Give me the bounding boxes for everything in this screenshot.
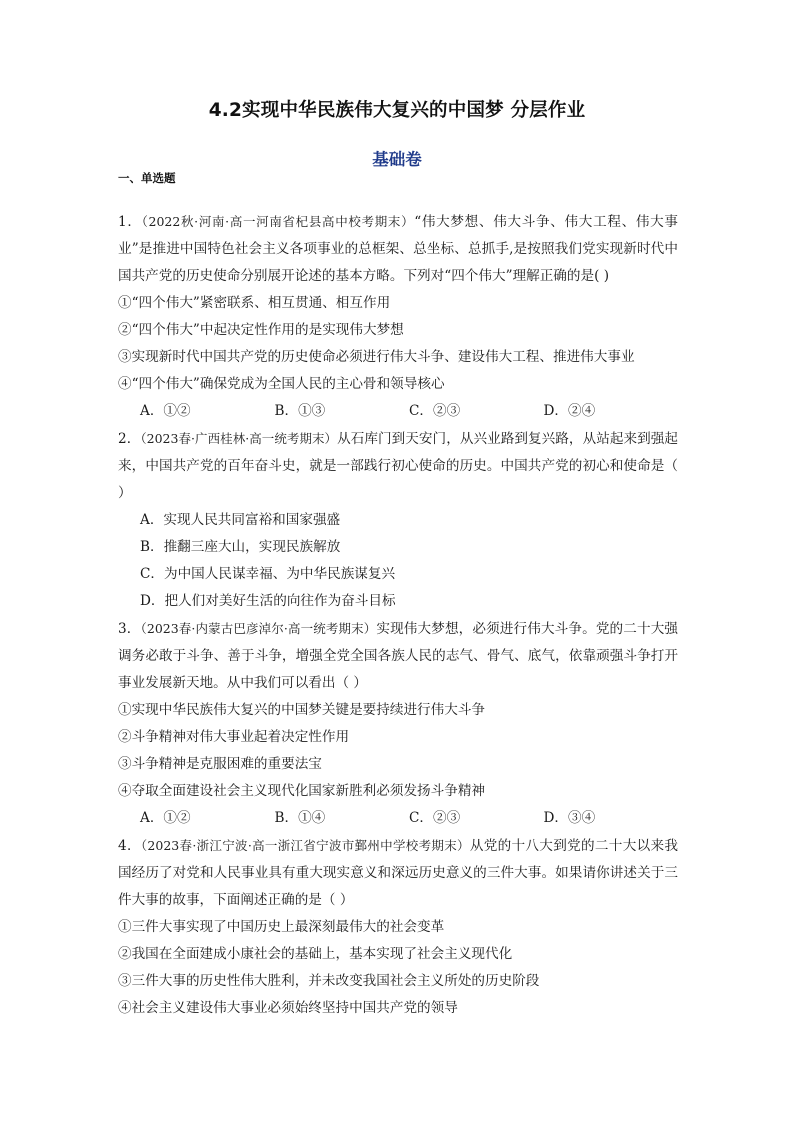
question-text: 实现伟大梦想，必须进行伟大斗争。党的二十大强调务必敢于斗争、善于斗争，增强全党全国各族人民的志气、骨气、底气，依靠顽强斗争打开事业发展新天地。从中我们可以看出（ ） [118,621,679,691]
answer-options [118,507,678,615]
statement: ①“四个伟大”紧密联系、相互贯通、相互作用 [118,295,391,311]
option-b[interactable]: B．①③ [274,403,326,419]
question-number: 4． [118,838,141,854]
option-b[interactable]: B．推翻三座大山，实现民族解放 [140,539,341,555]
question-number: 2． [118,431,141,447]
question-stem [118,425,678,507]
statement: ③斗争精神是克服困难的重要法宝 [118,756,322,772]
option-a[interactable]: A．①② [140,403,191,419]
option-a[interactable]: A．实现人民共同富裕和国家强盛 [140,512,341,528]
statement: ④社会主义建设伟大事业必须始终坚持中国共产党的领导 [118,1000,458,1016]
question-source: （2023春·浙江宁波·高一浙江省宁波市鄞州中学校考期末） [140,838,470,853]
option-b[interactable]: B．①④ [274,810,326,826]
question-stem [118,832,678,914]
statement: ②“四个伟大”中起决定性作用的是实现伟大梦想 [118,322,404,338]
answer-options [118,805,678,832]
statement: ①实现中华民族伟大复兴的中国梦关键是要持续进行伟大斗争 [118,702,486,718]
option-d[interactable]: D．把人们对美好生活的向往作为奋斗目标 [140,593,396,609]
question-number: 3． [118,621,141,637]
question-source: （2022秋·河南·高一河南省杞县高中校考期末） [141,214,415,229]
option-d[interactable]: D．②④ [543,403,596,419]
answer-options [118,398,678,425]
section-heading: 一、单选题 [118,171,176,185]
statement: ④夺取全面建设社会主义现代化国家新胜利必须发扬斗争精神 [118,783,486,799]
statement: ③三件大事的历史性伟大胜利，并未改变我国社会主义所处的历史阶段 [118,973,540,989]
question-1 [118,208,678,425]
question-text: 从石库门到天安门，从兴业路到复兴路，从站起来到强起来，中国共产党的百年奋斗史，就是一部践行初心使命的历史。中国共产党的初心和使命是（ ） [118,431,679,501]
document-subtitle: 基础卷 [372,150,422,169]
option-c[interactable]: C．为中国人民谋幸福、为中华民族谋复兴 [140,566,396,582]
question-text: 从党的十八大到党的二十大以来我国经历了对党和人民事业具有重大现实意义和深远历史意义的三件大事。如果请你讲述关于三件大事的故事，下面阐述正确的是（ ） [118,838,678,908]
option-c[interactable]: C．②③ [409,403,461,419]
statement: ④“四个伟大”确保党成为全国人民的主心骨和领导核心 [118,376,445,392]
question-stem [118,208,678,290]
question-number: 1． [118,214,142,230]
question-4 [118,832,678,1022]
question-source: （2023春·内蒙古巴彦淖尔·高一统考期末） [140,621,377,636]
question-stem [118,615,678,697]
document-title: 4.2实现中华民族伟大复兴的中国梦 分层作业 [208,100,586,121]
option-d[interactable]: D．③④ [543,810,596,826]
statement: ①三件大事实现了中国历史上最深刻最伟大的社会变革 [118,919,445,935]
question-3 [118,615,678,832]
statement: ③实现新时代中国共产党的历史使命必须进行伟大斗争、建设伟大工程、推进伟大事业 [118,349,635,365]
statement: ②斗争精神对伟大事业起着决定性作用 [118,729,350,745]
question-list [118,208,678,1022]
question-source: （2023春·广西桂林·高一统考期末） [140,431,338,446]
question-2 [118,425,678,615]
option-a[interactable]: A．①② [140,810,191,826]
question-text: “伟大梦想、伟大斗争、伟大工程、伟大事业”是推进中国特色社会主义各项事业的总框架、总坐标、总抓手,是按照我们党实现新时代中国共产党的历史使命分别展开论述的基本方略。下列对“四个伟大”理解正确的是( ) [118,214,679,284]
statement: ②我国在全面建成小康社会的基础上，基本实现了社会主义现代化 [118,946,513,962]
option-c[interactable]: C．②③ [409,810,461,826]
